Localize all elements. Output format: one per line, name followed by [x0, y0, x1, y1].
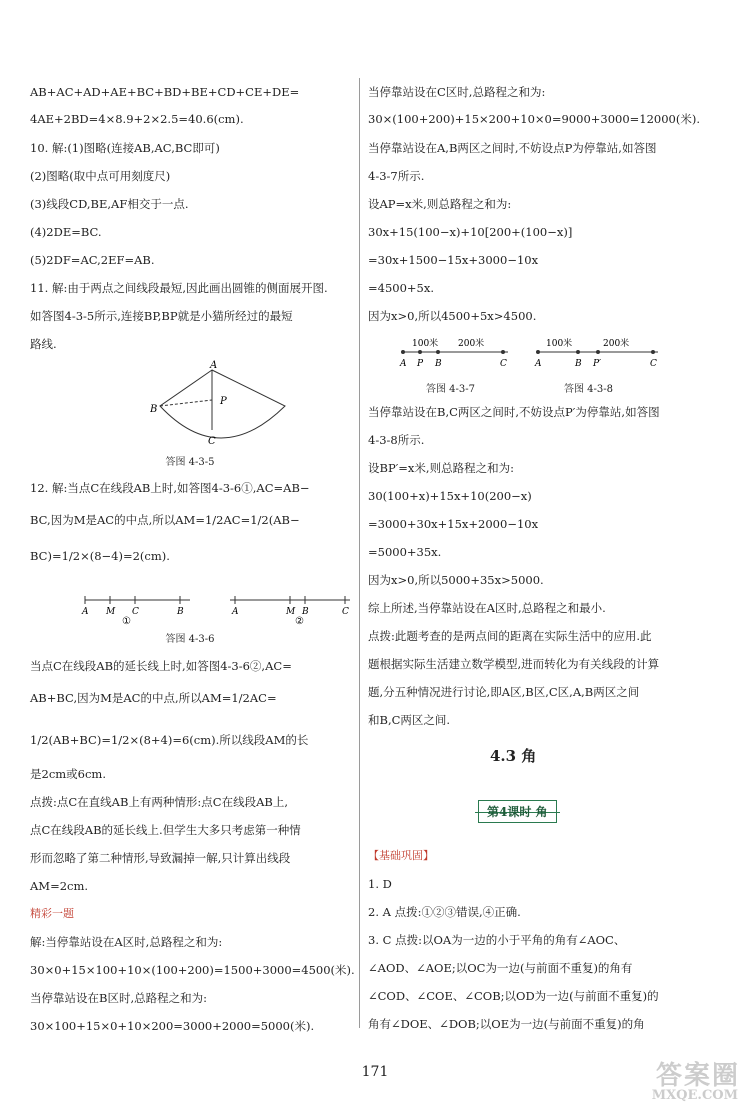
- text-line: 题根据实际生活建立数学模型,进而转化为有关线段的计算: [368, 657, 660, 671]
- point-label: B: [302, 607, 309, 617]
- text-line: 角有∠DOE、∠DOB;以OE为一边(与前面不重复)的角: [368, 1017, 645, 1031]
- point-label: A: [232, 607, 239, 617]
- text-line: BC,因为M是AC的中点,所以AM=1/2AC=1/2(AB−: [30, 513, 300, 527]
- section-tag: 精彩一题: [30, 907, 74, 920]
- text-line: 12. 解:当点C在线段AB上时,如答图4-3-6①,AC=AB−: [30, 481, 310, 495]
- text-line: 4-3-8所示.: [368, 433, 425, 447]
- text-line: 30x+15(100−x)+10[200+(100−x)]: [368, 225, 573, 239]
- text-line: 30(100+x)+15x+10(200−x): [368, 489, 532, 503]
- text-line: 1. D: [368, 877, 392, 891]
- figures-4-3-7-and-4-3-8: [398, 336, 698, 376]
- text-line: 4-3-7所示.: [368, 169, 425, 183]
- text-line: 点C在线段AB的延长线上.但学生大多只考虑第一种情: [30, 823, 301, 837]
- point-label: C: [132, 607, 139, 617]
- text-line: 因为x>0,所以5000+35x>5000.: [368, 573, 544, 587]
- point-label: M: [106, 607, 116, 617]
- text-line: =3000+30x+15x+2000−10x: [368, 517, 539, 531]
- figure-caption: 答图 4-3-8: [564, 384, 614, 395]
- distance-label: 200米: [458, 339, 485, 349]
- text-line: (3)线段CD,BE,AF相交于一点.: [30, 197, 189, 211]
- point-label: C: [500, 359, 507, 369]
- text-line: 如答图4-3-5所示,连接BP,BP就是小猫所经过的最短: [30, 309, 293, 323]
- text-line: (2)图略(取中点可用刻度尺): [30, 169, 171, 183]
- text-line: 3. C 点拨:以OA为一边的小于平角的角有∠AOC、: [368, 933, 626, 947]
- point-label: A: [400, 359, 407, 369]
- text-line: AB+BC,因为M是AC的中点,所以AM=1/2AC=: [30, 691, 277, 705]
- point-label: M: [286, 607, 296, 617]
- point-label: A: [82, 607, 89, 617]
- text-line: 2. A 点拨:①②③错误,④正确.: [368, 905, 521, 919]
- text-line: 30×100+15×0+10×200=3000+2000=5000(米).: [30, 1019, 315, 1033]
- sub-figure-label: ②: [295, 616, 304, 626]
- text-line: 解:当停靠站设在A区时,总路程之和为:: [30, 935, 223, 949]
- watermark: 答案圈: [655, 1061, 740, 1091]
- text-line: 点拨:点C在直线AB上有两种情形:点C在线段AB上,: [30, 795, 289, 809]
- distance-label: 200米: [603, 339, 630, 349]
- text-line: =4500+5x.: [368, 281, 434, 295]
- text-line: BC)=1/2×(8−4)=2(cm).: [30, 549, 170, 563]
- text-line: 当停靠站设在C区时,总路程之和为:: [368, 85, 546, 99]
- text-line: 当停靠站设在A,B两区之间时,不妨设点P为停靠站,如答图: [368, 141, 657, 155]
- text-line: 10. 解:(1)图略(连接AB,AC,BC即可): [30, 141, 220, 155]
- column-divider: [359, 78, 360, 1028]
- figure-caption: 答图 4-3-7: [426, 384, 476, 395]
- point-label: P: [417, 359, 424, 369]
- text-line: AM=2cm.: [30, 879, 89, 893]
- text-line: 设BP′=x米,则总路程之和为:: [368, 461, 514, 475]
- figure-caption: 答图 4-3-6: [165, 634, 215, 645]
- text-line: 题,分五种情况进行讨论,即A区,B区,C区,A,B两区之间: [368, 685, 640, 699]
- text-line: 路线.: [30, 337, 57, 351]
- text-line: =30x+1500−15x+3000−10x: [368, 253, 539, 267]
- text-line: 因为x>0,所以4500+5x>4500.: [368, 309, 537, 323]
- figure-caption: 答图 4-3-5: [165, 457, 215, 468]
- watermark-url: MXQE.COM: [651, 1088, 738, 1103]
- section-tag: 【基础巩固】: [368, 849, 434, 862]
- point-label: P′: [593, 359, 602, 369]
- text-line: ∠AOD、∠AOE;以OC为一边(与前面不重复)的角有: [368, 961, 633, 975]
- distance-label: 100米: [546, 339, 573, 349]
- text-line: 综上所述,当停靠站设在A区时,总路程之和最小.: [368, 601, 606, 615]
- point-label: C: [342, 607, 349, 617]
- sub-figure-label: ①: [122, 616, 131, 626]
- text-line: (4)2DE=BC.: [30, 225, 102, 239]
- point-label: B: [575, 359, 582, 369]
- point-label: A: [535, 359, 542, 369]
- page-number: 171: [361, 1064, 389, 1080]
- point-label: A: [210, 360, 218, 371]
- point-label: B: [435, 359, 442, 369]
- distance-label: 100米: [412, 339, 439, 349]
- point-label: B: [150, 404, 158, 415]
- figure-4-3-6: [80, 590, 350, 626]
- text-line: 4AE+2BD=4×8.9+2×2.5=40.6(cm).: [30, 112, 244, 126]
- text-line: 30×(100+200)+15×200+10×0=9000+3000=12000(米).: [368, 112, 701, 126]
- text-line: =5000+35x.: [368, 545, 442, 559]
- text-line: 和B,C两区之间.: [368, 713, 451, 727]
- text-line: 当停靠站设在B区时,总路程之和为:: [30, 991, 207, 1005]
- text-line: 当停靠站设在B,C两区之间时,不妨设点P′为停靠站,如答图: [368, 405, 660, 419]
- text-line: 点拨:此题考查的是两点间的距离在实际生活中的应用.此: [368, 629, 652, 643]
- text-line: 形而忽略了第二种情形,导致漏掉一解,只计算出线段: [30, 851, 291, 865]
- text-line: 当点C在线段AB的延长线上时,如答图4-3-6②,AC=: [30, 659, 292, 673]
- text-line: (5)2DF=AC,2EF=AB.: [30, 253, 155, 267]
- text-line: 30×0+15×100+10×(100+200)=1500+3000=4500(米).: [30, 963, 355, 977]
- text-line: 是2cm或6cm.: [30, 767, 106, 781]
- text-line: 11. 解:由于两点之间线段最短,因此画出圆锥的侧面展开图.: [30, 281, 328, 295]
- point-label: P: [220, 396, 227, 407]
- point-label: C: [208, 436, 216, 447]
- point-label: C: [650, 359, 657, 369]
- text-line: ∠COD、∠COE、∠COB;以OD为一边(与前面不重复)的: [368, 989, 659, 1003]
- text-line: AB+AC+AD+AE+BC+BD+BE+CD+CE+DE=: [30, 85, 300, 99]
- point-label: B: [177, 607, 184, 617]
- figure-4-3-5: [150, 360, 300, 450]
- text-line: 1/2(AB+BC)=1/2×(8+4)=6(cm).所以线段AM的长: [30, 733, 309, 747]
- section-heading: 4.3 角: [490, 747, 537, 765]
- lesson-title: 第4课时 角: [478, 800, 557, 823]
- text-line: 设AP=x米,则总路程之和为:: [368, 197, 512, 211]
